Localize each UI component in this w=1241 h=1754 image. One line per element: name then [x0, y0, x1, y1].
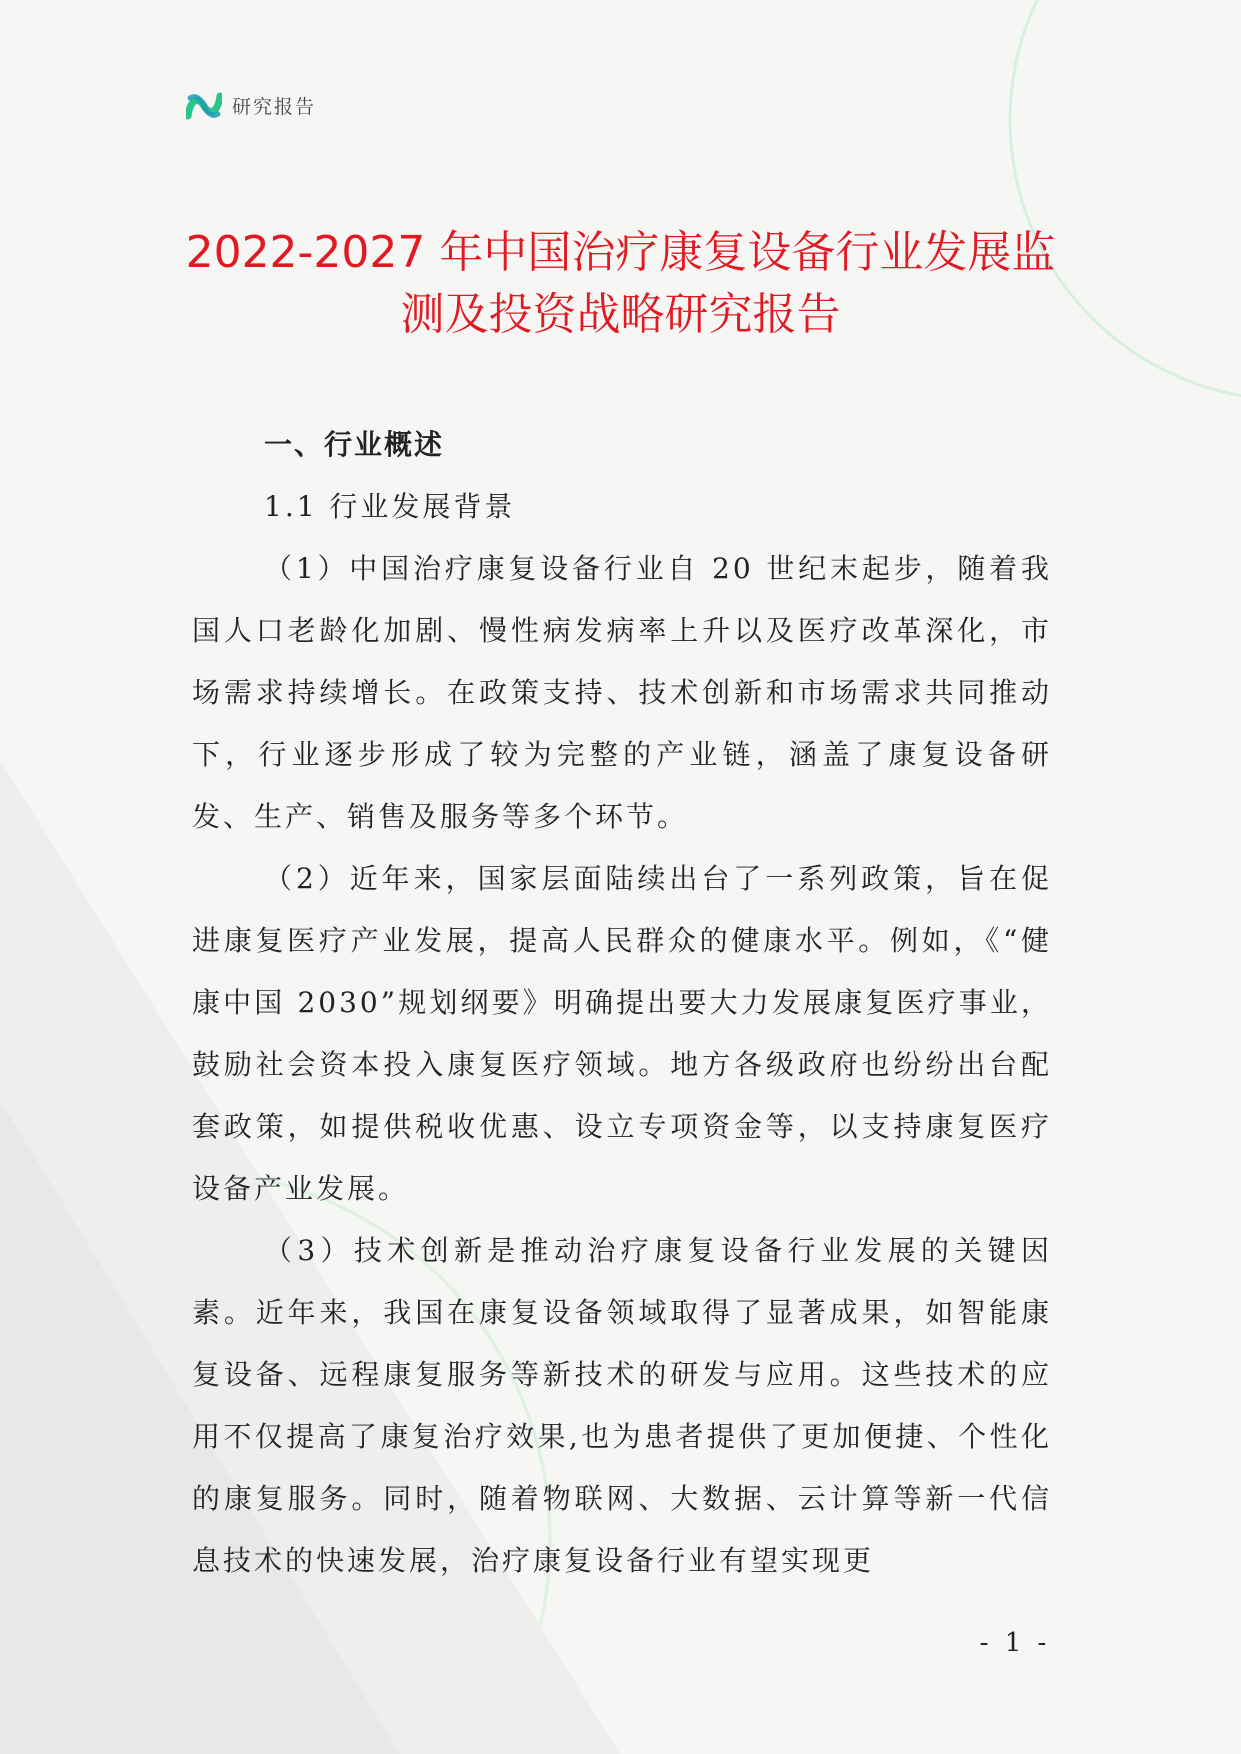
- brand-label: 研究报告: [232, 96, 317, 118]
- title-line-1: 2022-2027 年中国治疗康复设备行业发展监: [185, 227, 1056, 278]
- title-line-2: 测及投资战略研究报告: [400, 289, 841, 340]
- page-number: - 1 -: [979, 1628, 1051, 1658]
- document-body: [192, 414, 1052, 1592]
- section-heading: 一、行业概述: [264, 428, 445, 461]
- logo-icon: [186, 90, 222, 122]
- section-subheading: 1.1 行业发展背景: [264, 490, 516, 523]
- paragraph-3: （3）技术创新是推动治疗康复设备行业发展的关键因素。近年来，我国在康复设备领域取得了显著成果，如智能康复设备、远程康复服务等新技术的研发与应用。这些技术的应用不仅提高了康复治疗效果,也为患者提供了更加便捷、个性化的康复服务。同时，随着物联网、大数据、云计算等新一代信息技术的快速发展，治疗康复设备行业有望实现更: [192, 1234, 1052, 1577]
- paragraph-2: （2）近年来，国家层面陆续出台了一系列政策，旨在促进康复医疗产业发展，提高人民群众的健康水平。例如，《“健康中国 2030”规划纲要》明确提出要大力发展康复医疗事业，鼓励社会资本投入康复医疗领域。地方各级政府也纷纷出台配套政策，如提供税收优惠、设立专项资金等，以支持康复医疗设备产业发展。: [192, 862, 1052, 1205]
- paragraph-1: （1）中国治疗康复设备行业自 20 世纪末起步，随着我国人口老龄化加剧、慢性病发病率上升以及医疗改革深化，市场需求持续增长。在政策支持、技术创新和市场需求共同推动下，行业逐步形成了较为完整的产业链，涵盖了康复设备研发、生产、销售及服务等多个环节。: [192, 552, 1052, 833]
- document-title: [150, 222, 1091, 346]
